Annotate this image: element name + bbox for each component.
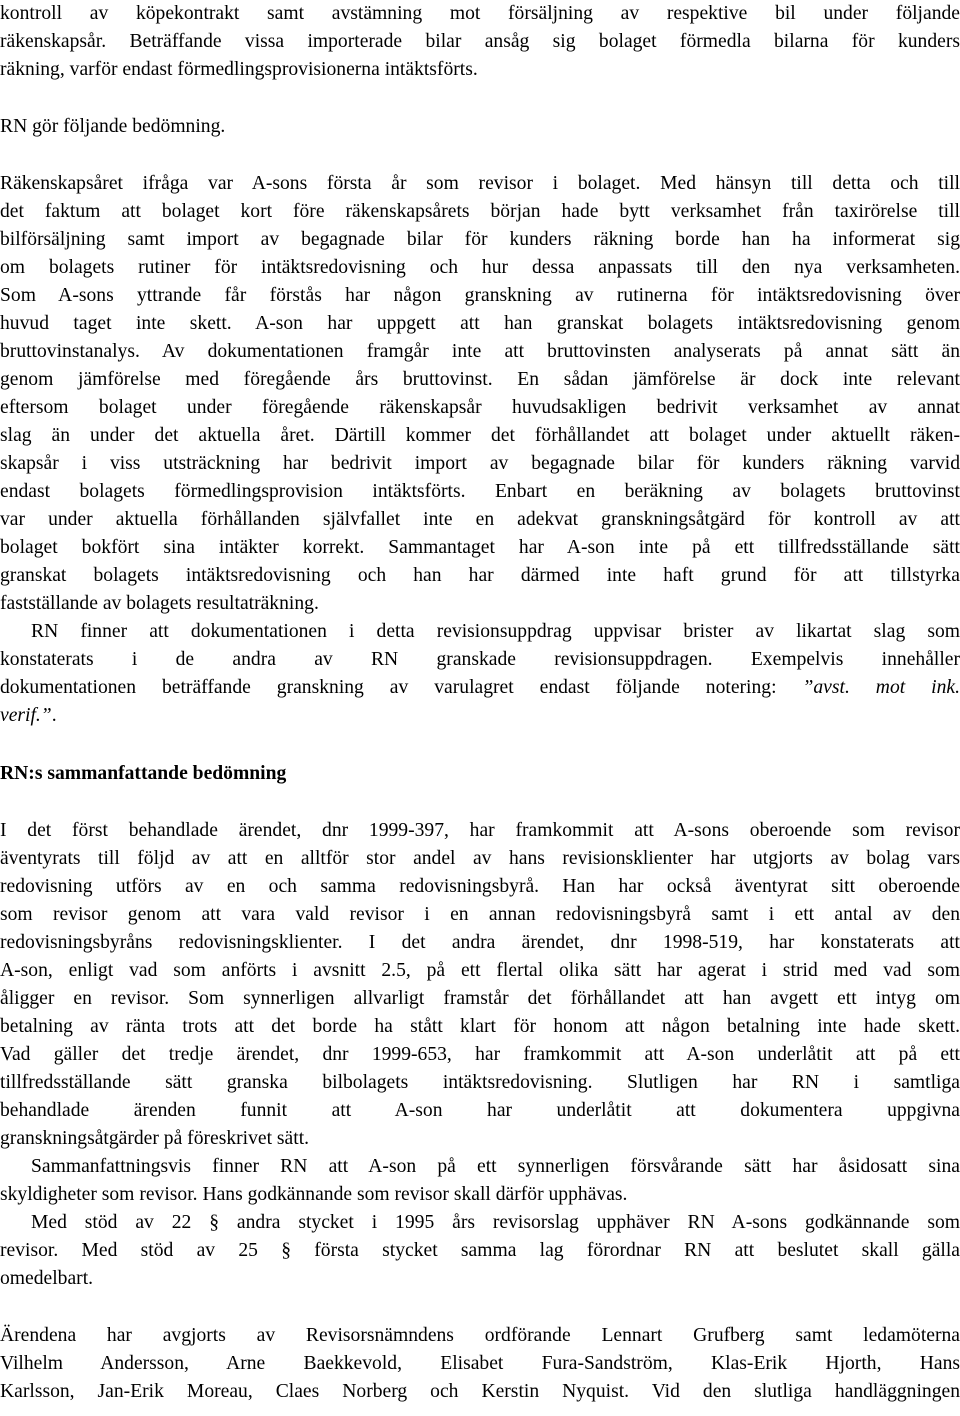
line-text: slag än under det aktuella året. Därtill kommer det förhållandet att bolaget under aktuellt räken- — [0, 425, 960, 446]
line-text: Sammanfattningsvis finner RN att A-son på ett synnerligen försvårande sätt har åsidosatt sina — [31, 1156, 960, 1177]
text-line — [0, 1350, 960, 1378]
text-line — [0, 901, 960, 929]
text-line — [0, 254, 960, 282]
text-line — [0, 590, 960, 618]
line-text: Vad gäller det tredje ärendet, dnr 1999-653, har framkommit att A-son underlåtit att på ett — [0, 1044, 960, 1065]
line-text: var under aktuella förhållanden självfallet inte en adekvat granskningsåtgärd för kontroll av att — [0, 509, 960, 530]
text-line — [0, 1265, 960, 1293]
line-text: revisor. Med stöd av 25 § första stycket samma lag förordnar RN att beslutet skall gälla — [0, 1240, 960, 1261]
line-text: räkenskapsår. Beträffande vissa importerade bilar ansåg sig bolaget förmedla bilarna för kunders — [0, 31, 960, 52]
line-text: I det först behandlade ärendet, dnr 1999-397, har framkommit att A-sons oberoende som revisor — [0, 820, 960, 841]
line-text: dokumentationen beträffande granskning av varulagret endast följande notering: — [0, 677, 777, 698]
text-line — [0, 422, 960, 450]
text-line — [0, 929, 960, 957]
line-text: om bolagets rutiner för intäktsredovisning och hur dessa anpassats till den nya verksamheten. — [0, 257, 960, 278]
line-text: redovisningsbyråns redovisningsklienter. I det andra ärendet, dnr 1998-519, har konstaterats att — [0, 932, 960, 953]
line-text: skyldigheter som revisor. Hans godkännande som revisor skall därför upphävas. — [0, 1184, 628, 1205]
line-text: huvud taget inte skett. A-son har uppgett att han granskat bolagets intäktsredovisning genom — [0, 313, 960, 334]
line-text: Som A-sons yttrande får förstås har någon granskning av rutinerna för intäktsredovisning över — [0, 285, 960, 306]
text-line — [0, 1069, 960, 1097]
text-line — [0, 1013, 960, 1041]
text-line — [0, 113, 960, 141]
line-text: RN gör följande bedömning. — [0, 116, 226, 137]
text-line — [0, 198, 960, 226]
line-text: Med stöd av 22 § andra stycket i 1995 års revisorslag upphäver RN A-sons godkännande som — [31, 1212, 960, 1233]
line-text: Räkenskapsåret ifråga var A-sons första år som revisor i bolaget. Med hänsyn till detta och till — [0, 173, 960, 194]
line-text: äventyrats till följd av att en alltför stor andel av hans revisionsklienter har utgjorts av bolag vars — [0, 848, 960, 869]
text-line — [0, 1125, 960, 1153]
text-line — [0, 450, 960, 478]
line-text: konstaterats i de andra av RN granskade revisionsuppdragen. Exempelvis innehåller — [0, 649, 960, 670]
text-line — [0, 1181, 960, 1209]
text-line — [0, 1237, 960, 1265]
line-text: granskat bolagets intäktsredovisning och han har därmed inte haft grund för att tillstyrka — [0, 565, 960, 586]
text-line — [0, 478, 960, 506]
line-text: Ärendena har avgjorts av Revisorsnämndens ordförande Lennart Grufberg samt ledamöterna — [0, 1325, 960, 1346]
text-line — [0, 1153, 960, 1181]
text-line — [0, 226, 960, 254]
section-heading — [0, 760, 960, 788]
line-text: A-son, enligt vad som anförts i avsnitt 2.5, på ett flertal olika sätt har agerat i strid med vad som — [0, 960, 960, 981]
line-text: Karlsson, Jan-Erik Moreau, Claes Norberg och Kerstin Nyquist. Vid den slutliga handläggningen — [0, 1381, 960, 1402]
line-text: det faktum att bolaget kort före räkenskapsårets början hade bytt verksamhet från taxirörelse till — [0, 201, 960, 222]
text-line — [0, 28, 960, 56]
text-line — [0, 534, 960, 562]
text-line — [0, 366, 960, 394]
text-line — [0, 394, 960, 422]
line-text: redovisning utförs av en och samma redovisningsbyrå. Han har också äventyrat sitt oberoende — [0, 876, 960, 897]
line-text-tail: . — [51, 705, 57, 726]
text-line — [0, 0, 960, 28]
text-line — [0, 674, 960, 702]
line-text: bruttovinstanalys. Av dokumentationen framgår inte att bruttovinsten analyserats på annat sätt än — [0, 341, 960, 362]
line-text: genom jämförelse med föregående års bruttovinst. En sådan jämförelse är dock inte relevant — [0, 369, 960, 390]
text-line — [0, 1097, 960, 1125]
line-text: granskningsåtgärder på föreskrivet sätt. — [0, 1128, 310, 1149]
italic-quote: verif.” — [0, 705, 52, 726]
text-line — [0, 1322, 960, 1350]
line-text: RN:s sammanfattande bedömning — [0, 763, 287, 784]
line-text: eftersom bolaget under föregående räkenskapsår huvudsakligen bedrivit verksamhet av annat — [0, 397, 960, 418]
line-text: som revisor genom att vara vald revisor i en annan redovisningsbyrå samt i ett antal av den — [0, 904, 960, 925]
line-text: RN finner att dokumentationen i detta revisionsuppdrag uppvisar brister av likartat slag som — [31, 621, 960, 642]
text-line — [0, 985, 960, 1013]
line-text: åligger en revisor. Som synnerligen allvarligt framstår det förhållandet att han avgett ett intyg om — [0, 988, 960, 1009]
text-line — [0, 338, 960, 366]
text-line — [0, 506, 960, 534]
line-text: Vilhelm Andersson, Arne Baekkevold, Elisabet Fura-Sandström, Klas-Erik Hjorth, Hans — [0, 1353, 960, 1374]
line-text: endast bolagets förmedlingsprovision intäktsförts. Enbart en beräkning av bolagets bruttovinst — [0, 481, 960, 502]
text-line — [0, 1041, 960, 1069]
text-line — [0, 310, 960, 338]
text-line — [0, 618, 960, 646]
italic-quote: ”avst. mot ink. — [802, 677, 960, 698]
text-line — [0, 1378, 960, 1406]
text-line — [0, 562, 960, 590]
line-text: bolaget bokfört sina intäkter korrekt. Sammantaget har A-son inte på ett tillfredsställande sätt — [0, 537, 960, 558]
text-line — [0, 646, 960, 674]
line-text: omedelbart. — [0, 1268, 94, 1289]
text-line — [0, 873, 960, 901]
text-line — [0, 1209, 960, 1237]
text-line — [0, 845, 960, 873]
line-text: kontroll av köpekontrakt samt avstämning mot försäljning av respektive bil under följande — [0, 3, 960, 24]
text-line — [0, 957, 960, 985]
text-line — [0, 702, 960, 730]
line-text: fastställande av bolagets resultaträkning. — [0, 593, 319, 614]
line-text: behandlade ärenden funnit att A-son har underlåtit att dokumentera uppgivna — [0, 1100, 960, 1121]
line-text: betalning av ränta trots att det borde ha stått klart för honom att någon betalning inte hade skett. — [0, 1016, 960, 1037]
line-text: bilförsäljning samt import av begagnade bilar för kunders räkning borde han ha informerat sig — [0, 229, 960, 250]
text-line — [0, 282, 960, 310]
line-text: skapsår i viss utsträckning har bedrivit import av begagnade bilar för kunders räkning varvid — [0, 453, 960, 474]
text-line — [0, 817, 960, 845]
text-line — [0, 170, 960, 198]
text-line — [0, 56, 960, 84]
line-text: räkning, varför endast förmedlingsprovisionerna intäktsförts. — [0, 59, 478, 80]
line-text: tillfredsställande sätt granska bilbolagets intäktsredovisning. Slutligen har RN i samtliga — [0, 1072, 960, 1093]
